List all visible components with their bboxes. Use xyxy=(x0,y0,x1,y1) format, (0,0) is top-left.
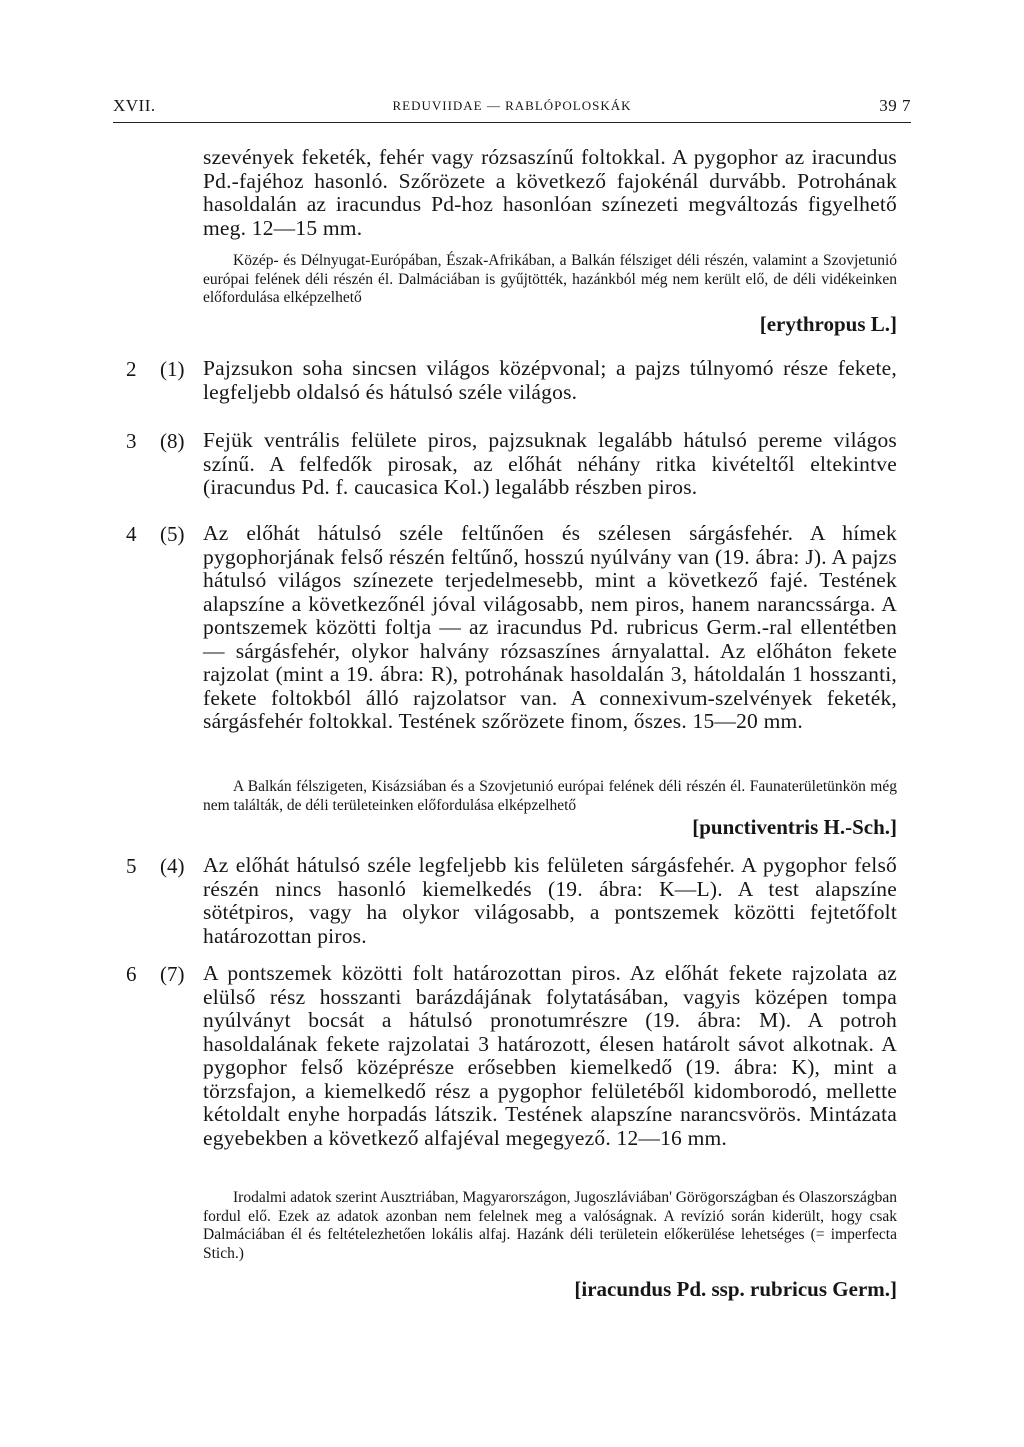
key-number: 6 xyxy=(126,962,137,986)
key-couplet-text: Az előhát hátulsó széle legfeljebb kis felületen sárgásfehér. A pygophor felső részén nincs hasonló kiemelkedés (19. ábra: K—L). A test alapszíne sötétpiros, vagy ha olykor világosabb, a pontszemek közötti fejtetőfolt határozottan piros. xyxy=(203,853,897,948)
key-number: 2 xyxy=(126,357,137,381)
running-title: REDUVIIDAE — RABLÓPOLOSKÁK xyxy=(392,98,632,113)
section-number: XVII. xyxy=(113,96,156,115)
taxon-rubricus: [iracundus Pd. ssp. rubricus Germ.] xyxy=(574,1277,897,1301)
key-couplet-text: A pontszemek közötti folt határozottan piros. Az előhát fekete rajzolata az elülső rész hosszanti barázdájának folytatásában, vagyis középen tompa nyúlványt bocsát a hátulsó pronotumrészre (19. ábra: M). A potroh hasoldalának fekete rajzolatai 3 határozott, élesen határolt sávot alkotnak. A pygophor felső középrésze erősebben kiemelkedő (19. ábra: K), mint a törzsfajon, a kiemelkedő rész a pygophor felületéből kidomborodó, mellette kétoldalt enyhe horpadás látszik. Testének alapszíne narancsvörös. Mintázata egyebekben a következő alfajéval megegyező. 12—16 mm. xyxy=(203,961,897,1150)
key-couplet-text: Fejük ventrális felülete piros, pajzsuknak legalább hátulsó pereme világos színű. A felfedők pirosak, az előhát néhány ritka kivételtől eltekintve (iracundus Pd. f. caucasica Kol.) legalább részben piros. xyxy=(203,428,897,499)
punctiventris-distribution: A Balkán félszigeten, Kisázsiában és a Szovjetunió európai felének déli részén él. Faunaterületünkön még nem találták, de déli területeinken előfordulása elképzelhető xyxy=(203,778,897,814)
key-reference: (8) xyxy=(160,429,185,453)
key-couplet-text: Az előhát hátulsó széle feltűnően és szélesen sárgásfehér. A hímek pygophorjának felső részén feltűnő, hosszú nyúlvány van (19. ábra: J). A pajzs hátulsó világos színezete terjedelmesebb, mint a következő fajé. Testének alapszíne a következőnél jóval világosabb, nem piros, hanem narancssárga. A pontszemek közötti foltja — az iracundus Pd. rubricus Germ.-ral ellentétben — sárgásfehér, olykor halvány rózsaszínes árnyalattal. Az előháton fekete rajzolat (mint a 19. ábra: R), potrohának hasoldalán 3, hátoldalán 1 hosszanti, fekete foltokból álló rajzolatsor van. A connexivum-szelvények feketék, sárgásfehér foltokkal. Testének szőrözete finom, őszes. 15—20 mm. xyxy=(203,521,897,733)
taxon-punctiventris: [punctiventris H.-Sch.] xyxy=(692,815,897,839)
key-couplet-text: Pajzsukon soha sincsen világos középvonal; a pajzs túlnyomó része fekete, legfeljebb oldalsó és hátulsó széle világos. xyxy=(203,356,897,404)
key-reference: (4) xyxy=(160,854,185,878)
key-reference: (1) xyxy=(160,357,185,381)
key-reference: (7) xyxy=(160,962,185,986)
intro-paragraph: szevények feketék, fehér vagy rózsaszínű foltokkal. A pygophor az iracundus Pd.-fajéhoz hasonló. Szőrözete a következő fajokénál durvább. Potrohának hasoldalán az iracundus Pd-hoz hasonlóan színezeti megváltozás figyelhető meg. 12—15 mm. xyxy=(203,145,897,240)
key-number: 3 xyxy=(126,429,137,453)
key-number: 5 xyxy=(126,854,137,878)
rubricus-distribution: Irodalmi adatok szerint Ausztriában, Magyarországon, Jugoszláviában' Görögországban és Olaszországban fordul elő. Ezek az adatok azonban nem felelnek meg a valóságnak. A revízió során kiderült, hogy csak Dalmáciában él és feltételezhetően lokális alfaj. Hazánk déli területein előkerülése lehetséges (= imperfecta Stich.) xyxy=(203,1189,897,1262)
key-reference: (5) xyxy=(160,522,185,546)
page-number: 39 7 xyxy=(879,96,911,115)
key-number: 4 xyxy=(126,522,137,546)
intro-distribution: Közép- és Délnyugat-Európában, Észak-Afrikában, a Balkán félsziget déli részén, valamint a Szovjetunió európai felének déli részén él. Dalmáciában is gyűjtötték, hazánkból még nem került elő, de déli vidékeinken előfordulása elképzelhető xyxy=(203,252,897,306)
running-head xyxy=(113,88,911,123)
taxon-erythropus: [erythropus L.] xyxy=(759,312,897,336)
